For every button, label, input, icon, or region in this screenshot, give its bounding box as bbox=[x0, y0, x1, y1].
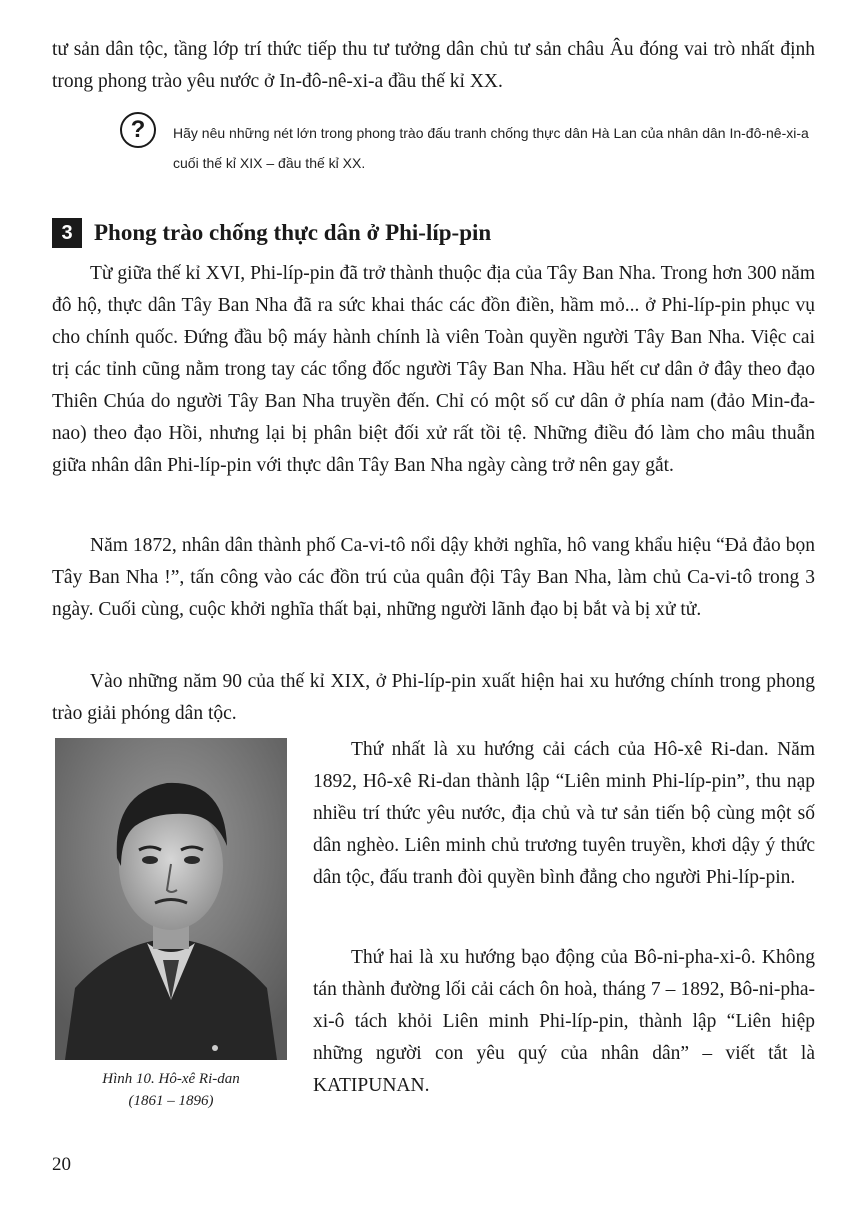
paragraph-colonial-rule: Từ giữa thế kỉ XVI, Phi-líp-pin đã trở thành thuộc địa của Tây Ban Nha. Trong hơn 300 năm đô hộ, thực dân Tây Ban Nha đã ra sức khai thác các đồn điền, hầm mỏ... ở Phi-líp-pin phục vụ cho chính quốc. Đứng đầu bộ máy hành chính là viên Toàn quyền người Tây Ban Nha. Việc cai trị các tỉnh cũng nằm trong tay các tổng đốc người Tây Ban Nha. Hầu hết cư dân ở đây theo đạo Thiên Chúa do người Tây Ban Nha truyền đến. Chỉ có một số cư dân ở phía nam (đảo Min-đa-nao) theo đạo Hồi, nhưng lại bị phân biệt đối xử rất tồi tệ. Những điều đó làm cho mâu thuẫn giữa nhân dân Phi-líp-pin với thực dân Tây Ban Nha ngày càng trở nên gay gắt. bbox=[52, 263, 815, 476]
paragraph-reform-trend: Thứ nhất là xu hướng cải cách của Hô-xê Ri-dan. Năm 1892, Hô-xê Ri-dan thành lập “Liên minh Phi-líp-pin”, thu nạp nhiều trí thức yêu nước, địa chủ và tư sản tiến bộ cùng một số dân nghèo. Liên minh chủ trương tuyên truyền, khơi dậy ý thức dân tộc, đấu tranh đòi quyền bình đẳng cho người Phi-líp-pin. bbox=[313, 739, 815, 888]
paragraph-cavite-uprising: Năm 1872, nhân dân thành phố Ca-vi-tô nổi dậy khởi nghĩa, hô vang khẩu hiệu “Đả đảo bọn Tây Ban Nha !”, tấn công vào các đồn trú của quân đội Tây Ban Nha, làm chủ Ca-vi-tô trong 3 ngày. Cuối cùng, cuộc khởi nghĩa thất bại, những người lãnh đạo bị bắt và bị xử tử. bbox=[52, 535, 815, 620]
question-mark-icon: ? bbox=[120, 112, 156, 148]
figure-caption-title: Hình 10. Hô-xê Ri-dan bbox=[102, 1071, 240, 1087]
section-title: Phong trào chống thực dân ở Phi-líp-pin bbox=[94, 220, 492, 245]
section-heading bbox=[52, 216, 491, 250]
portrait-jose-rizal bbox=[55, 738, 287, 1060]
page-number: 20 bbox=[52, 1154, 71, 1175]
paragraph-violent-trend: Thứ hai là xu hướng bạo động của Bô-ni-pha-xi-ô. Không tán thành đường lối cải cách ôn hoà, tháng 7 – 1892, Bô-ni-pha-xi-ô tách khỏi Liên minh Phi-líp-pin, thành lập “Liên hiệp những người con yêu quý của nhân dân” – viết tắt là KATIPUNAN. bbox=[313, 947, 815, 1096]
figure-caption-dates: (1861 – 1896) bbox=[128, 1093, 214, 1109]
portrait-illustration bbox=[55, 738, 287, 1060]
paragraph-two-trends: Vào những năm 90 của thế kỉ XIX, ở Phi-líp-pin xuất hiện hai xu hướng chính trong phong trào giải phóng dân tộc. bbox=[52, 671, 815, 724]
section-number-badge: 3 bbox=[52, 218, 82, 248]
figure-caption bbox=[55, 1068, 287, 1112]
intro-paragraph: tư sản dân tộc, tầng lớp trí thức tiếp thu tư tưởng dân chủ tư sản châu Âu đóng vai trò nhất định trong phong trào yêu nước ở In-đô-nê-xi-a đầu thế kỉ XX. bbox=[52, 39, 815, 92]
question-text: Hãy nêu những nét lớn trong phong trào đấu tranh chống thực dân Hà Lan của nhân dân In-đô-nê-xi-a cuối thế kỉ XIX – đầu thế kỉ XX. bbox=[173, 125, 809, 171]
